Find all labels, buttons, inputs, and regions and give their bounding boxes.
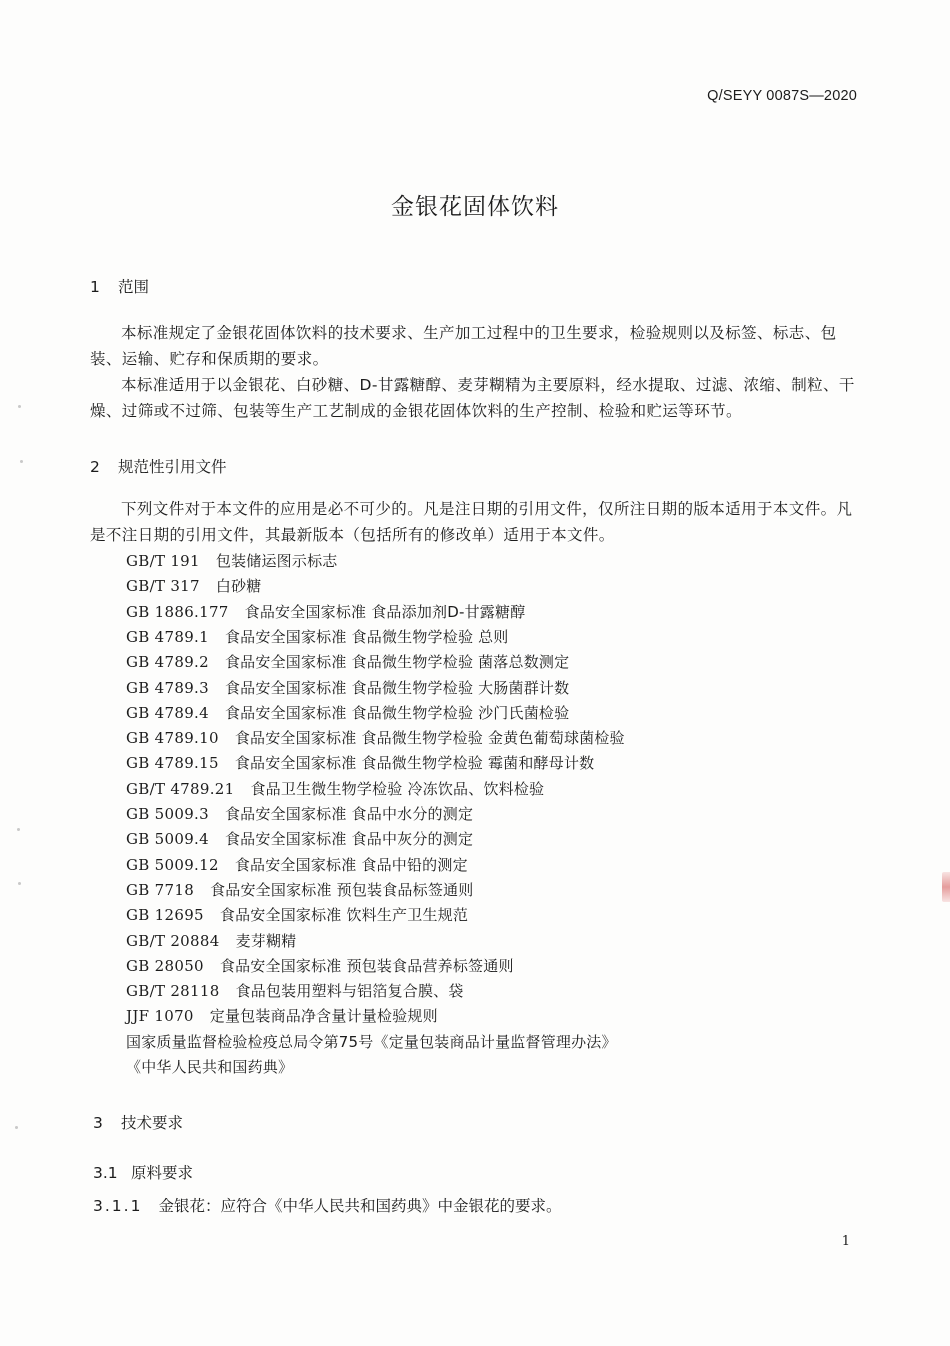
reference-item xyxy=(126,550,337,571)
reference-code: GB 5009.4 xyxy=(126,830,209,848)
subsection-3-1-heading xyxy=(93,1161,193,1183)
section-number: 3 xyxy=(93,1114,103,1132)
section-2-heading xyxy=(90,455,227,477)
scan-speck xyxy=(15,1126,18,1129)
section-title: 范围 xyxy=(118,278,150,296)
reference-code: GB/T 4789.21 xyxy=(126,780,235,798)
reference-item xyxy=(126,752,594,773)
reference-item xyxy=(126,828,473,849)
clause-3-1-1 xyxy=(93,1194,561,1216)
reference-item xyxy=(126,575,261,596)
reference-code: GB/T 28118 xyxy=(126,982,220,1000)
reference-item xyxy=(126,955,514,976)
reference-item xyxy=(126,803,473,824)
reference-code: GB/T 20884 xyxy=(126,932,220,950)
references-intro: 下列文件对于本文件的应用是必不可少的。凡是注日期的引用文件，仅所注日期的版本适用于本文件。凡是不注日期的引用文件，其最新版本（包括所有的修改单）适用于本文件。 xyxy=(90,500,853,544)
section-title: 规范性引用文件 xyxy=(118,458,227,476)
reference-title: 麦芽糊精 xyxy=(235,932,297,950)
reference-code: GB 12695 xyxy=(126,906,204,924)
reference-code: GB 5009.12 xyxy=(126,856,219,874)
reference-item xyxy=(126,651,569,672)
reference-title: 食品安全国家标准 食品添加剂D-甘露糖醇 xyxy=(244,603,526,621)
reference-code: GB 4789.3 xyxy=(126,679,209,697)
document-code: Q/SEYY 0087S—2020 xyxy=(707,88,857,104)
reference-title: 食品安全国家标准 食品中水分的测定 xyxy=(224,805,474,823)
reference-item xyxy=(126,930,296,951)
reference-title: 国家质量监督检验检疫总局令第75号《定量包装商品计量监督管理办法》 xyxy=(126,1033,617,1051)
reference-code: GB 5009.3 xyxy=(126,805,209,823)
section-number: 2 xyxy=(90,458,100,476)
reference-item xyxy=(126,677,569,698)
reference-title: 食品安全国家标准 饮料生产卫生规范 xyxy=(219,906,469,924)
scan-speck xyxy=(17,828,20,831)
reference-item xyxy=(126,626,509,647)
scan-speck xyxy=(18,882,21,885)
reference-item xyxy=(126,702,569,723)
scan-speck xyxy=(18,405,21,408)
reference-item xyxy=(126,904,468,925)
seal-stamp-edge xyxy=(942,872,950,902)
reference-code: GB/T 191 xyxy=(126,552,200,570)
reference-item xyxy=(126,1031,617,1052)
reference-code: GB 4789.2 xyxy=(126,653,209,671)
reference-item xyxy=(126,854,468,875)
reference-code: GB 4789.15 xyxy=(126,754,219,772)
document-title: 金银花固体饮料 xyxy=(391,194,559,220)
reference-code: JJF 1070 xyxy=(126,1007,194,1025)
reference-title: 食品安全国家标准 食品微生物学检验 菌落总数测定 xyxy=(224,653,570,671)
reference-code: GB 4789.1 xyxy=(126,628,209,646)
subsection-title: 原料要求 xyxy=(131,1164,194,1182)
reference-title: 食品安全国家标准 预包装食品营养标签通则 xyxy=(219,957,514,975)
reference-title: 食品安全国家标准 食品中灰分的测定 xyxy=(224,830,474,848)
reference-title: 《中华人民共和国药典》 xyxy=(126,1058,294,1076)
reference-code: GB/T 317 xyxy=(126,577,200,595)
reference-code: GB 4789.10 xyxy=(126,729,219,747)
clause-text: 金银花：应符合《中华人民共和国药典》中金银花的要求。 xyxy=(158,1197,562,1215)
reference-code: GB 28050 xyxy=(126,957,204,975)
section-number: 1 xyxy=(90,278,100,296)
reference-item xyxy=(126,727,625,748)
reference-code: GB 1886.177 xyxy=(126,603,229,621)
section-1-heading xyxy=(90,275,149,297)
reference-item xyxy=(126,980,464,1001)
reference-title: 白砂糖 xyxy=(215,577,262,595)
reference-item xyxy=(126,601,525,622)
reference-item xyxy=(126,879,473,900)
reference-code: GB 7718 xyxy=(126,881,195,899)
reference-item xyxy=(126,778,544,799)
reference-title: 食品安全国家标准 预包装食品标签通则 xyxy=(210,881,474,899)
reference-title: 包装储运图示标志 xyxy=(215,552,338,570)
subsection-number: 3.1 xyxy=(93,1164,118,1182)
reference-title: 食品安全国家标准 食品微生物学检验 总则 xyxy=(224,628,509,646)
page-number: 1 xyxy=(841,1234,850,1249)
reference-title: 食品安全国家标准 食品微生物学检验 霉菌和酵母计数 xyxy=(234,754,595,772)
reference-title: 食品包装用塑料与铝箔复合膜、袋 xyxy=(235,982,464,1000)
reference-title: 食品安全国家标准 食品微生物学检验 大肠菌群计数 xyxy=(224,679,570,697)
reference-title: 食品安全国家标准 食品微生物学检验 金黄色葡萄球菌检验 xyxy=(234,729,625,747)
reference-title: 食品安全国家标准 食品微生物学检验 沙门氏菌检验 xyxy=(224,704,570,722)
reference-title: 食品安全国家标准 食品中铅的测定 xyxy=(234,856,468,874)
scope-paragraph-2: 本标准适用于以金银花、白砂糖、D-甘露糖醇、麦芽糊精为主要原料，经水提取、过滤、浓缩、制粒、干燥、过筛或不过筛、包装等生产工艺制成的金银花固体饮料的生产控制、检验和贮运等环节。 xyxy=(90,376,855,420)
scope-paragraph-1: 本标准规定了金银花固体饮料的技术要求、生产加工过程中的卫生要求，检验规则以及标签、标志、包装、运输、贮存和保质期的要求。 xyxy=(90,324,837,368)
section-3-heading xyxy=(93,1111,183,1133)
reference-item xyxy=(126,1056,293,1077)
reference-title: 食品卫生微生物学检验 冷冻饮品、饮料检验 xyxy=(250,780,545,798)
reference-title: 定量包装商品净含量计量检验规则 xyxy=(209,1007,438,1025)
section-title: 技术要求 xyxy=(121,1114,184,1132)
scan-speck xyxy=(20,460,23,463)
reference-code: GB 4789.4 xyxy=(126,704,209,722)
clause-number: 3.1.1 xyxy=(93,1197,143,1215)
reference-item xyxy=(126,1005,438,1026)
